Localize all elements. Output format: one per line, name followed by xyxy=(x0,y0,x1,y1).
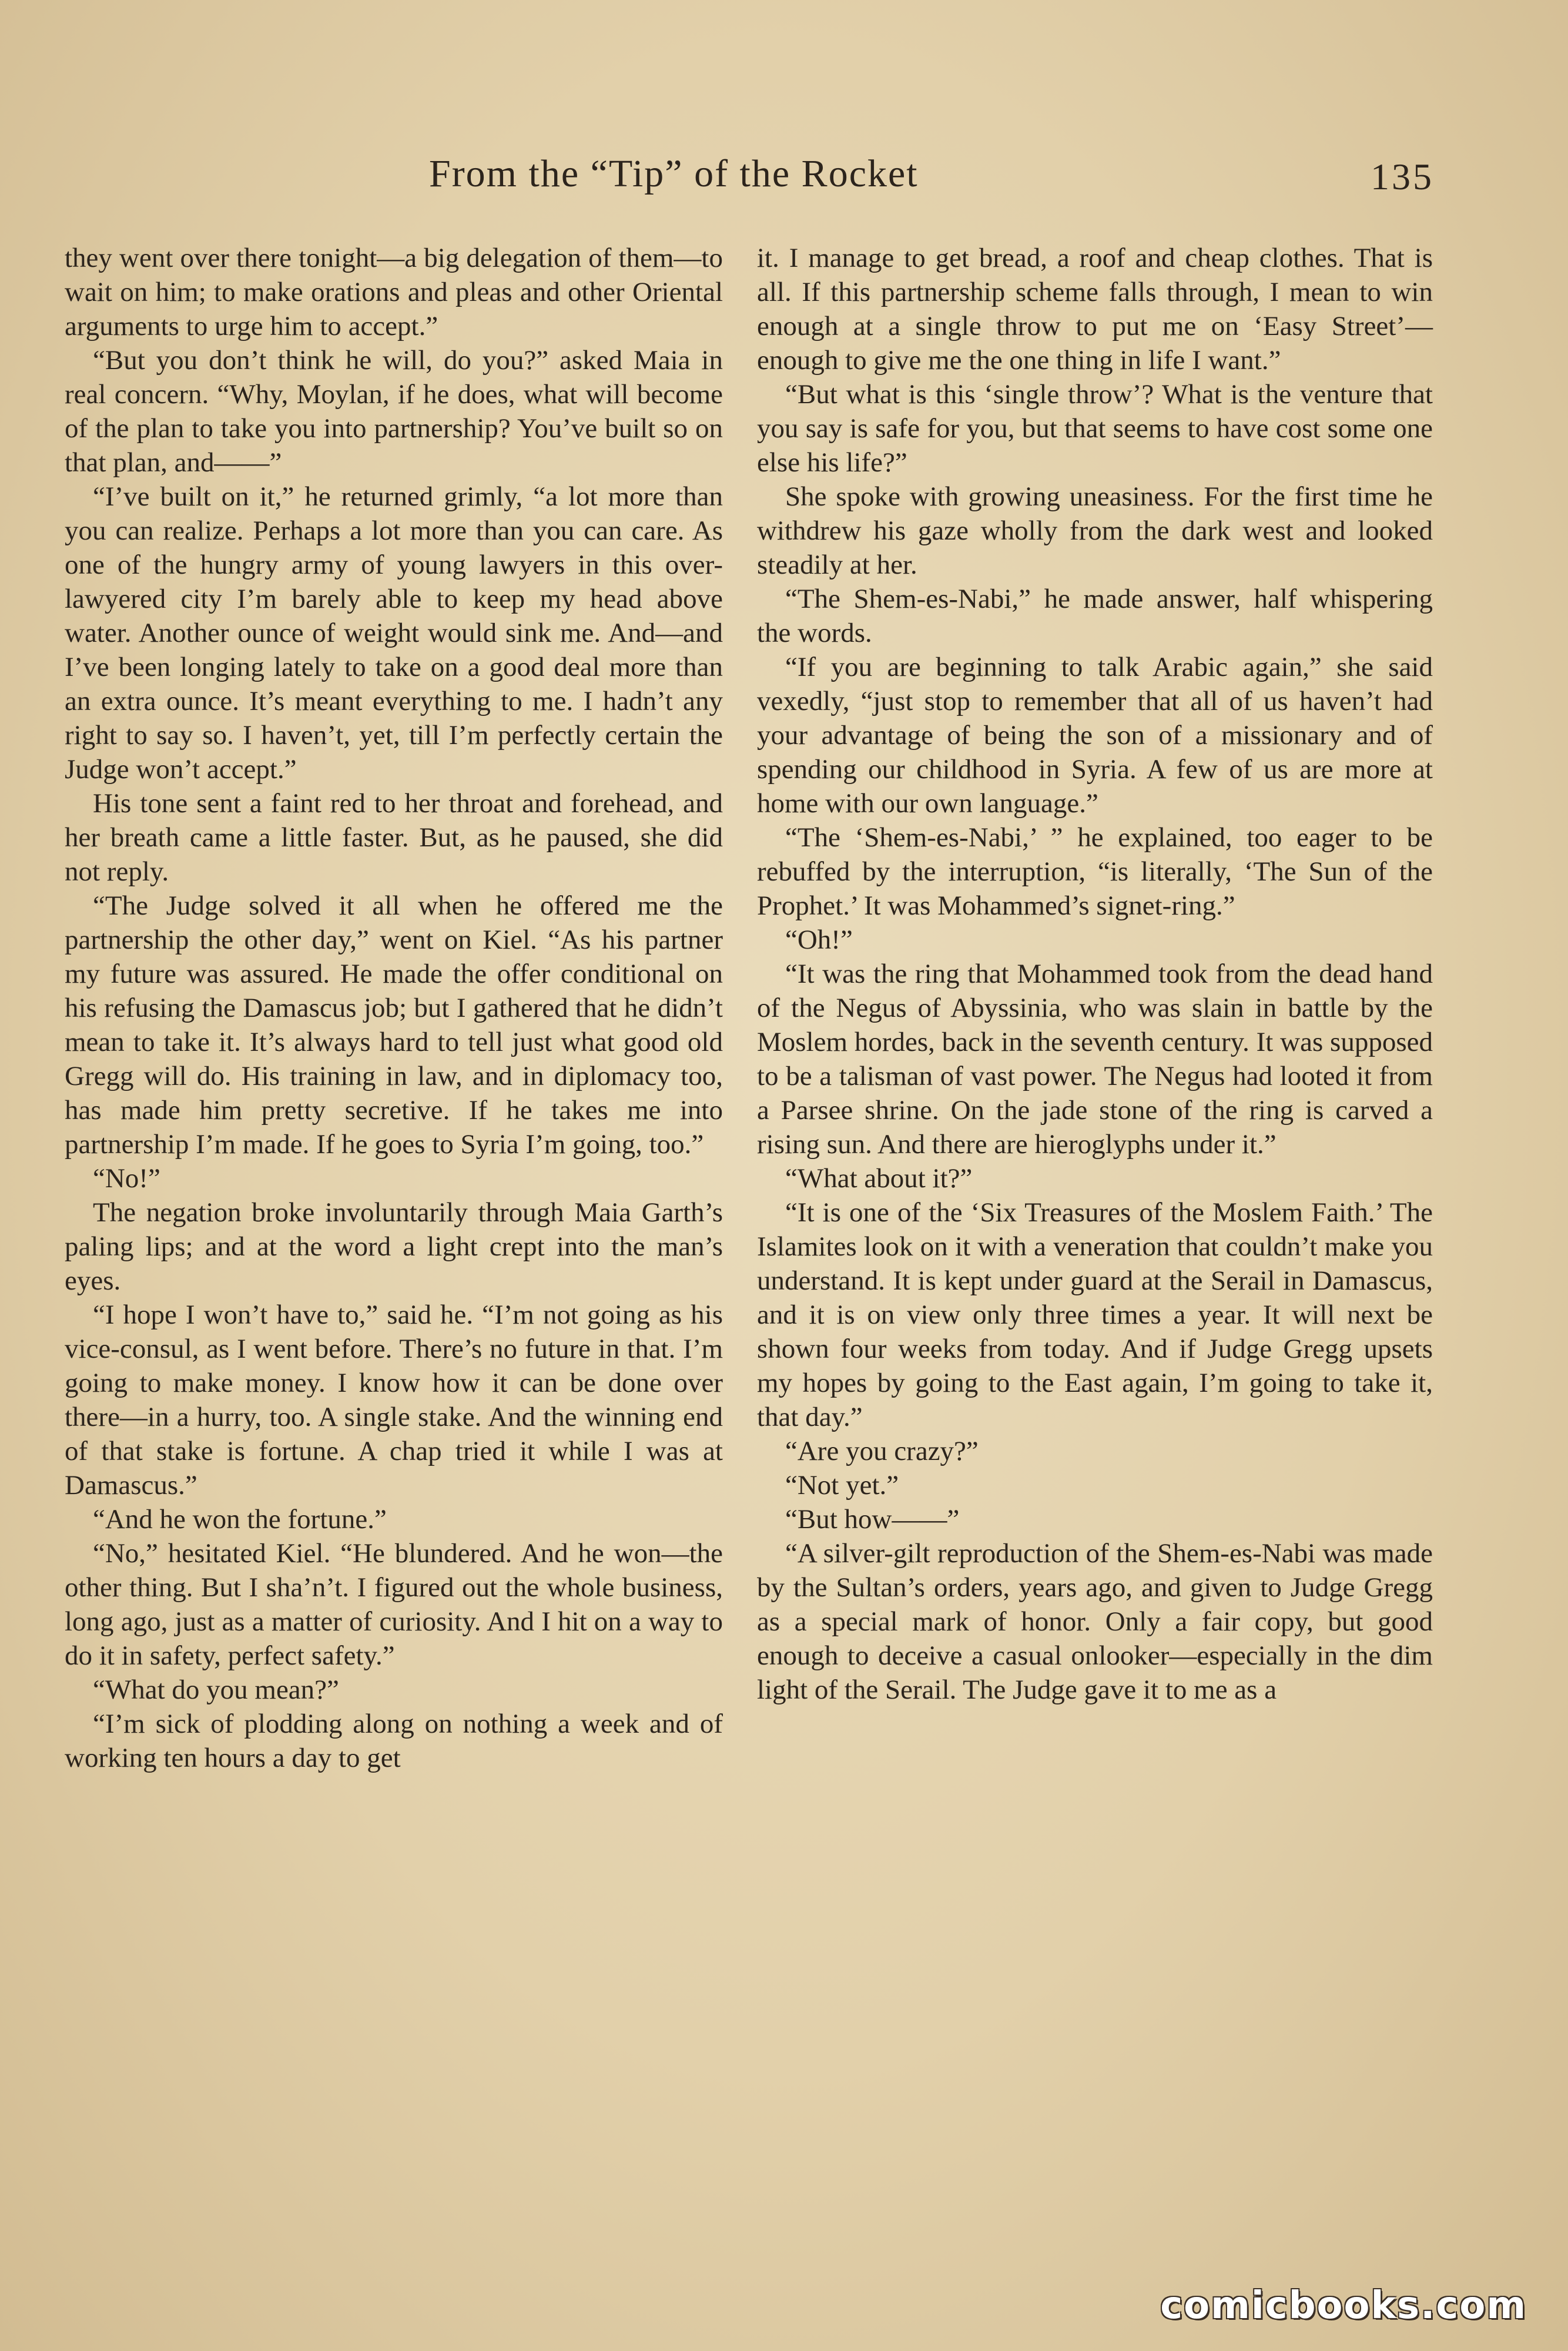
paragraph: “The Shem-es-Nabi,” he made answer, half whispering the words. xyxy=(757,584,1433,648)
paragraph: it. I manage to get bread, a roof and cheap clothes. That is all. If this partnership scheme falls through, I mean to win enough at a single throw to put me on ‘Easy Street’—enough to give me the one thing in life I want.” xyxy=(757,243,1433,376)
page-header xyxy=(65,152,1434,205)
paragraph: “The Judge solved it all when he offered me the partnership the other day,” went on Kiel. “As his partner my future was assured. He made the offer conditional on his refusing the Damascus job; but I gathered that he didn’t mean to take it. It’s always hard to tell just what good old Gregg will do. His training in law, and in diplomacy too, has made him pretty secretive. If he takes me into partnership I’m made. If he goes to Syria I’m going, too.” xyxy=(65,890,723,1160)
paragraph: She spoke with growing uneasiness. For the first time he withdrew his gaze wholly from the dark west and looked steadily at her. xyxy=(757,481,1433,580)
paragraph: His tone sent a faint red to her throat and forehead, and her breath came a little faster. But, as he paused, she did not reply. xyxy=(65,788,723,887)
paragraph: “No!” xyxy=(93,1163,160,1194)
site-watermark: comicbooks.com xyxy=(1160,2284,1527,2327)
paragraph: “No,” hesitated Kiel. “He blundered. And he won—the other thing. But I sha’n’t. I figured out the whole business, long ago, just as a matter of curiosity. And I hit on a way to do it in safety, perfect safety.” xyxy=(65,1538,723,1671)
paragraph: “If you are beginning to talk Arabic again,” she said vexedly, “just stop to remember that all of us haven’t had your advantage of being the son of a missionary and of spending our childhood in Syria. A few of us are more at home with our own language.” xyxy=(757,652,1433,819)
paragraph: they went over there tonight—a big delegation of them—to wait on him; to make orations and pleas and other Oriental arguments to urge him to accept.” xyxy=(65,243,723,341)
paragraph: “Are you crazy?” xyxy=(785,1436,979,1466)
paragraph: “But what is this ‘single throw’? What is the venture that you say is safe for you, but that seems to have cost some one else his life?” xyxy=(757,379,1433,478)
paragraph: “I’m sick of plodding along on nothing a week and of working ten hours a day to get xyxy=(65,1709,723,1773)
paragraph: “What do you mean?” xyxy=(93,1674,339,1705)
right-column xyxy=(757,241,1433,1707)
paragraph: “I hope I won’t have to,” said he. “I’m not going as his vice-consul, as I went before. There’s no future in that. I’m going to make money. I know how it can be done over there—in a hurry, too. A single stake. And the winning end of that stake is fortune. A chap tried it while I was at Damascus.” xyxy=(65,1300,723,1501)
paragraph: “It was the ring that Mohammed took from the dead hand of the Negus of Abyssinia, who was slain in battle by the Moslem hordes, back in the seventh century. It was supposed to be a talisman of vast power. The Negus had looted it from a Parsee shrine. On the jade stone of the ring is carved a rising sun. And there are hieroglyphs under it.” xyxy=(757,959,1433,1160)
paragraph: “Oh!” xyxy=(785,925,853,955)
paragraph: “A silver-gilt reproduction of the Shem-es-Nabi was made by the Sultan’s orders, years ago, and given to Judge Gregg as a special mark of honor. Only a fair copy, but good enough to deceive a casual onlooker—especially in the dim light of the Serail. The Judge gave it to me as a xyxy=(757,1538,1433,1705)
paragraph: “It is one of the ‘Six Treasures of the Moslem Faith.’ The Islamites look on it with a veneration that couldn’t make you understand. It is kept under guard at the Serail in Damascus, and it is on view only three times a year. It will next be shown four weeks from today. And if Judge Gregg upsets my hopes by going to the East again, I’m going to take it, that day.” xyxy=(757,1197,1433,1432)
paragraph: “And he won the fortune.” xyxy=(93,1504,387,1535)
page-number: 135 xyxy=(1371,156,1434,197)
running-head: From the “Tip” of the Rocket xyxy=(429,152,919,195)
paragraph: The negation broke involuntarily through Maia Garth’s paling lips; and at the word a light crept into the man’s eyes. xyxy=(65,1197,723,1296)
paragraph: “The ‘Shem-es-Nabi,’ ” he explained, too eager to be rebuffed by the interruption, “is literally, ‘The Sun of the Prophet.’ It was Mohammed’s signet-ring.” xyxy=(757,822,1433,921)
paragraph: “But how——” xyxy=(785,1504,960,1535)
paragraph: “Not yet.” xyxy=(785,1470,899,1501)
paragraph: “But you don’t think he will, do you?” asked Maia in real concern. “Why, Moylan, if he does, what will become of the plan to take you into partnership? You’ve built so on that plan, and——” xyxy=(65,345,723,478)
paragraph: “What about it?” xyxy=(785,1163,973,1194)
left-column xyxy=(65,241,723,1775)
paragraph: “I’ve built on it,” he returned grimly, “a lot more than you can realize. Perhaps a lot more than you can care. As one of the hungry army of young lawyers in this over-lawyered city I’m barely able to keep my head above water. Another ounce of weight would sink me. And—and I’ve been longing lately to take on a good deal more than an extra ounce. It’s meant everything to me. I hadn’t any right to say so. I haven’t, yet, till I’m perfectly certain the Judge won’t accept.” xyxy=(65,481,723,785)
